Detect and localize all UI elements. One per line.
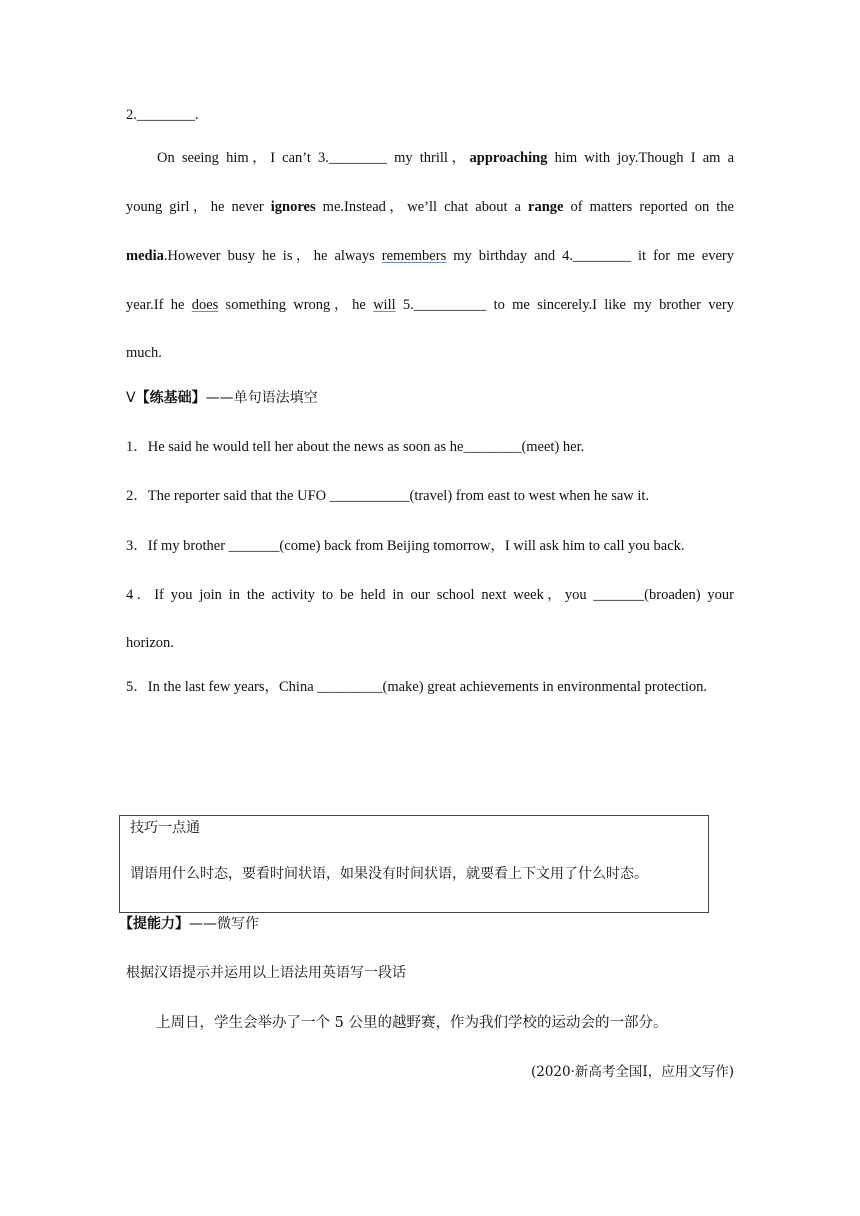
passage-line-2	[126, 197, 734, 217]
exercise-item-4: 4．If you join in the activity to be held in our school next week，you _______(broaden) your	[126, 587, 734, 603]
passage-line-blank-2: 2.________.	[126, 107, 199, 123]
passage-text: me.Instead，we’ll chat about a	[315, 199, 529, 215]
passage-line-4	[126, 295, 734, 315]
passage-text: him with joy.Though I am a	[547, 150, 735, 166]
writing-subtitle: ——微写作	[189, 916, 259, 932]
passage-text: 5.__________ to me sincerely.I like my brother very	[395, 297, 734, 313]
writing-bracket-title: 【提能力】	[119, 916, 189, 932]
underlined-word-remembers: remembers	[381, 248, 447, 264]
tip-box	[119, 815, 709, 913]
passage-text: my birthday and 4.________ it for me every	[446, 248, 735, 264]
underlined-word-will: will	[373, 297, 396, 313]
passage-text: something wrong，he	[218, 297, 374, 313]
section-v-heading	[126, 388, 734, 408]
passage-text: of matters reported on the	[563, 199, 734, 215]
tip-body: 谓语用什么时态，要看时间状语，如果没有时间状语，就要看上下文用了什么时态。	[130, 866, 648, 882]
section-bracket-title: 【练基础】	[135, 390, 206, 406]
passage-text: year.If he	[126, 297, 192, 313]
exercise-item-3: 3．If my brother _______(come) back from Beijing tomorrow，I will ask him to call you back.	[126, 538, 685, 554]
exercise-item-1: 1．He said he would tell her about the news as soon as he________(meet) her.	[126, 439, 585, 455]
passage-line-3	[126, 246, 734, 266]
passage-text: young girl，he never	[126, 199, 271, 215]
bold-word-ignores: ignores	[270, 199, 316, 215]
passage-text: .However busy he is，he always	[163, 248, 382, 264]
section-subtitle: ——单句语法填空	[205, 390, 318, 406]
section-number: Ⅴ	[126, 390, 136, 406]
exercise-item-4-continued: horizon.	[126, 635, 174, 651]
bold-word-media: media	[126, 248, 164, 264]
exercise-item-5: 5．In the last few years，China _________(make) great achievements in environmental protection.	[126, 679, 708, 695]
exercise-item-2: 2．The reporter said that the UFO ___________(travel) from east to west when he saw it.	[126, 488, 650, 504]
writing-source: (2020·新高考全国Ⅰ，应用文写作)	[530, 1064, 734, 1080]
writing-heading	[119, 914, 727, 934]
bold-word-approaching: approaching	[469, 150, 548, 166]
writing-prompt: 上周日，学生会举办了一个 5 公里的越野赛，作为我们学校的运动会的一部分。	[156, 1015, 668, 1031]
tip-title: 技巧一点通	[130, 820, 200, 836]
passage-text: On seeing him，I can’t 3.________ my thrill，	[157, 150, 470, 166]
writing-instruction: 根据汉语提示并运用以上语法用英语写一段话	[126, 965, 406, 981]
passage-line-1	[126, 148, 734, 168]
underlined-word-does: does	[191, 297, 219, 313]
bold-word-range: range	[528, 199, 564, 215]
passage-line-5: much.	[126, 345, 162, 361]
